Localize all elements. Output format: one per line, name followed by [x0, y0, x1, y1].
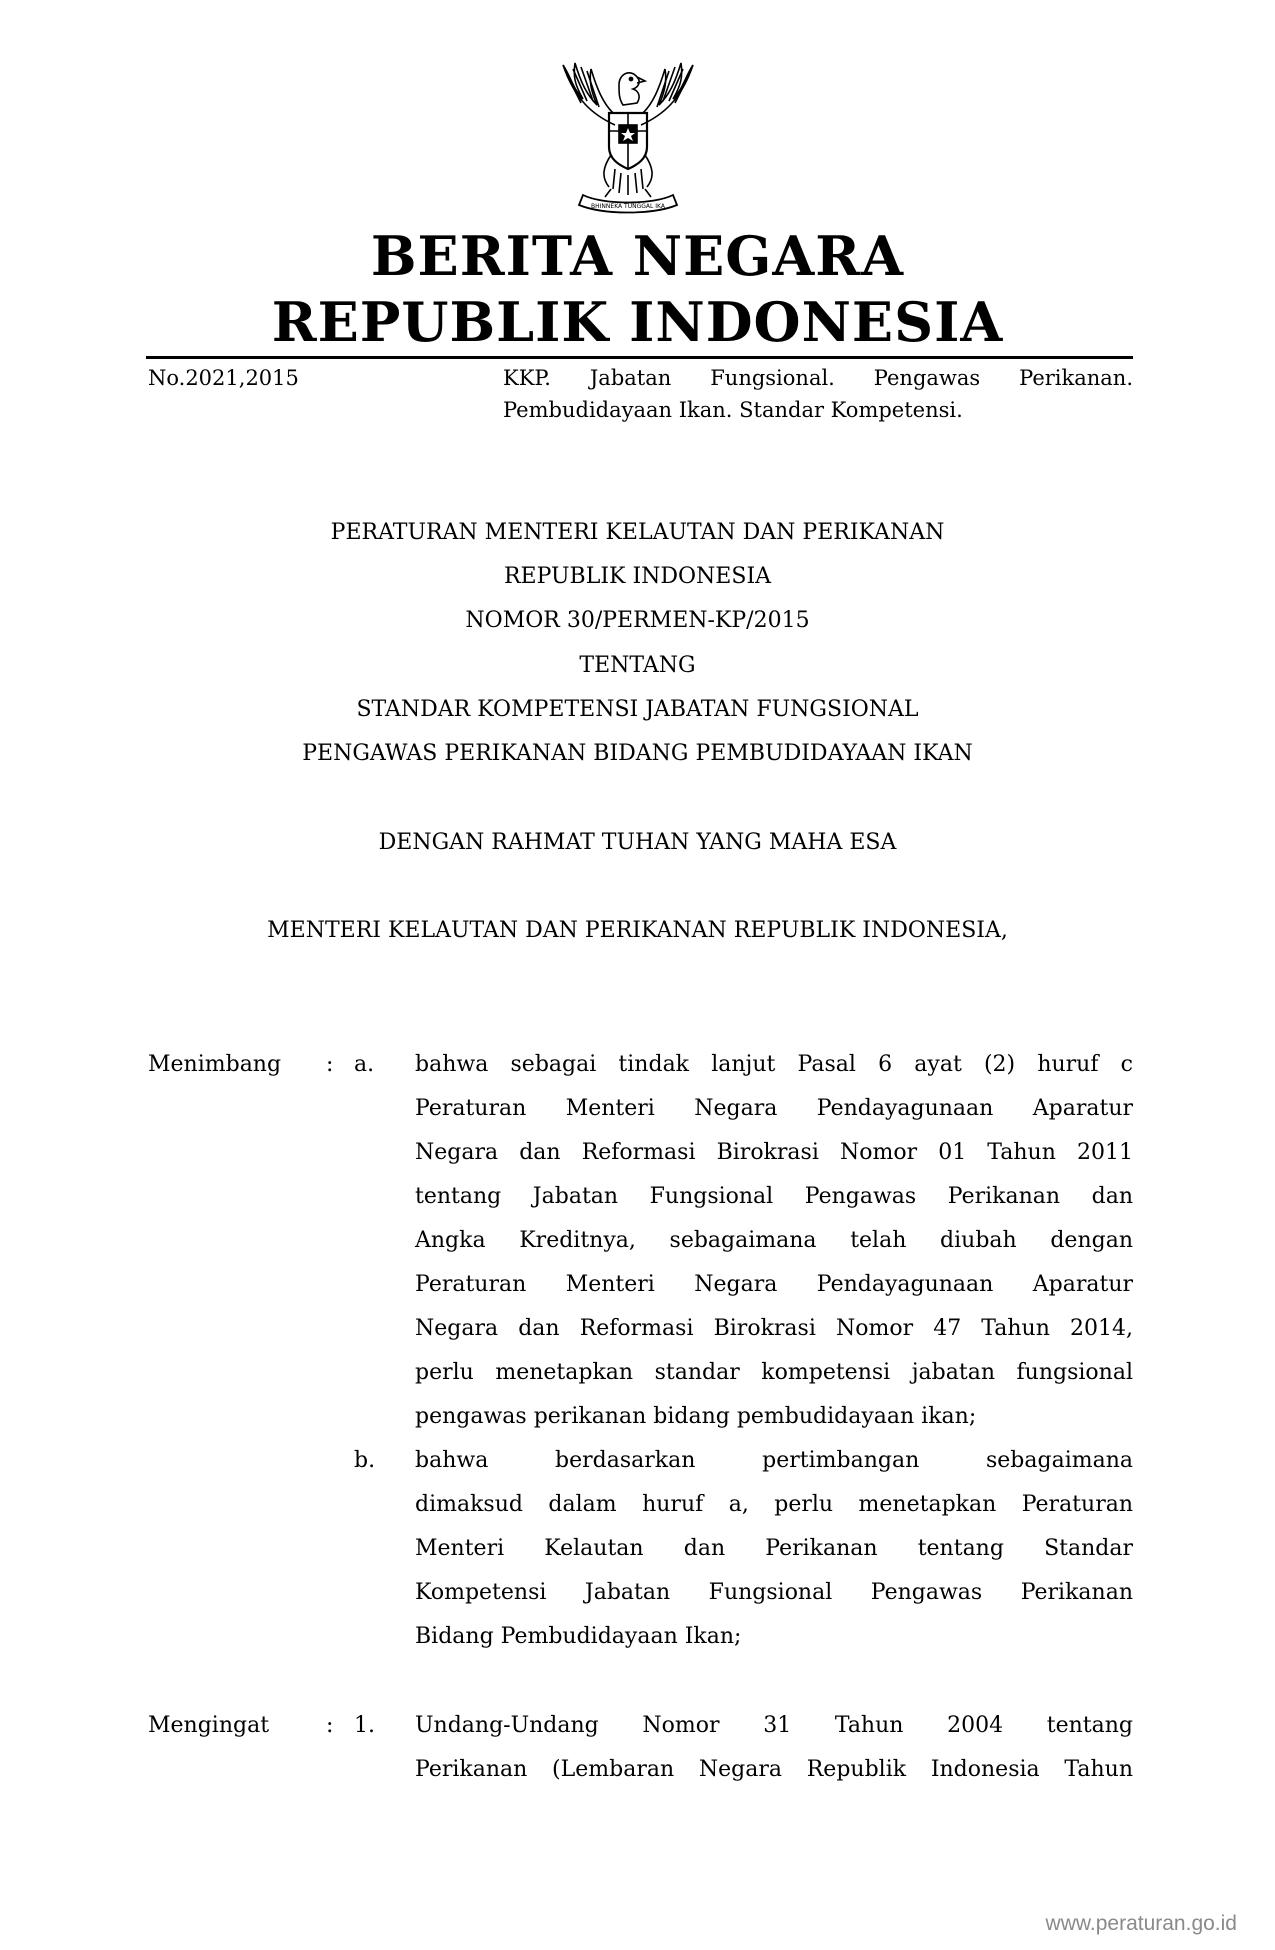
masthead-rule [146, 356, 1133, 359]
menimbang-label: Menimbang [148, 1052, 282, 1077]
emblem-motto: BHINNEKA TUNGGAL IKA [591, 203, 665, 210]
menimbang-b-line: dimaksud dalam huruf a, perlu menetapkan Peraturan [415, 1492, 1133, 1517]
menimbang-item-marker: b. [354, 1448, 376, 1473]
mengingat-colon: : [326, 1713, 334, 1738]
regulation-number: NOMOR 30/PERMEN-KP/2015 [465, 608, 810, 633]
gazette-number: No.2021,2015 [148, 366, 299, 390]
menimbang-a-line: bahwa sebagai tindak lanjut Pasal 6 ayat (2) huruf c [415, 1052, 1133, 1077]
invocation: DENGAN RAHMAT TUHAN YANG MAHA ESA [378, 830, 897, 855]
menimbang-item-marker: a. [354, 1052, 375, 1077]
menimbang-b-line: bahwa berdasarkan pertimbangan sebagaimana [415, 1448, 1133, 1473]
menimbang-a-line: pengawas perikanan bidang pembudidayaan ikan; [415, 1404, 977, 1429]
mengingat-1-line: Undang-Undang Nomor 31 Tahun 2004 tentang [415, 1713, 1133, 1738]
menimbang-a-line: perlu menetapkan standar kompetensi jabatan fungsional [415, 1360, 1133, 1385]
menimbang-a-line: Peraturan Menteri Negara Pendayagunaan Aparatur [415, 1272, 1133, 1297]
menimbang-colon: : [326, 1052, 334, 1077]
menimbang-a-line: tentang Jabatan Fungsional Pengawas Perikanan dan [415, 1184, 1133, 1209]
menimbang-a-line: Angka Kreditnya, sebagaimana telah diubah dengan [415, 1228, 1133, 1253]
masthead-title-line2: REPUBLIK INDONESIA [271, 290, 1004, 354]
gazette-subject-line1: KKP. Jabatan Fungsional. Pengawas Perikanan. [503, 366, 1133, 390]
menimbang-b-line: Menteri Kelautan dan Perikanan tentang Standar [415, 1536, 1133, 1561]
menimbang-b-line: Bidang Pembudidayaan Ikan; [415, 1624, 742, 1649]
menimbang-a-line: Peraturan Menteri Negara Pendayagunaan Aparatur [415, 1096, 1133, 1121]
menimbang-b-line: Kompetensi Jabatan Fungsional Pengawas Perikanan [415, 1580, 1133, 1605]
source-watermark: www.peraturan.go.id [1045, 1912, 1237, 1935]
menimbang-a-line: Negara dan Reformasi Birokrasi Nomor 01 Tahun 2011 [415, 1140, 1133, 1165]
menimbang-a-line: Negara dan Reformasi Birokrasi Nomor 47 Tahun 2014, [415, 1316, 1133, 1341]
regulation-title-line: TENTANG [579, 653, 696, 678]
issuer: MENTERI KELAUTAN DAN PERIKANAN REPUBLIK INDONESIA, [267, 918, 1008, 943]
mengingat-label: Mengingat [148, 1713, 270, 1738]
regulation-title-line: STANDAR KOMPETENSI JABATAN FUNGSIONAL [356, 697, 919, 722]
masthead-title-line1: BERITA NEGARA [370, 224, 905, 288]
regulation-title-line: PENGAWAS PERIKANAN BIDANG PEMBUDIDAYAAN IKAN [302, 741, 973, 766]
regulation-title-line: PERATURAN MENTERI KELAUTAN DAN PERIKANAN [330, 520, 945, 545]
garuda-pancasila-emblem-icon [553, 55, 703, 220]
gazette-subject-line2: Pembudidayaan Ikan. Standar Kompetensi. [503, 398, 963, 422]
mengingat-item-marker: 1. [354, 1713, 375, 1738]
regulation-title-line: REPUBLIK INDONESIA [503, 564, 772, 589]
mengingat-1-line: Perikanan (Lembaran Negara Republik Indonesia Tahun [415, 1757, 1133, 1782]
